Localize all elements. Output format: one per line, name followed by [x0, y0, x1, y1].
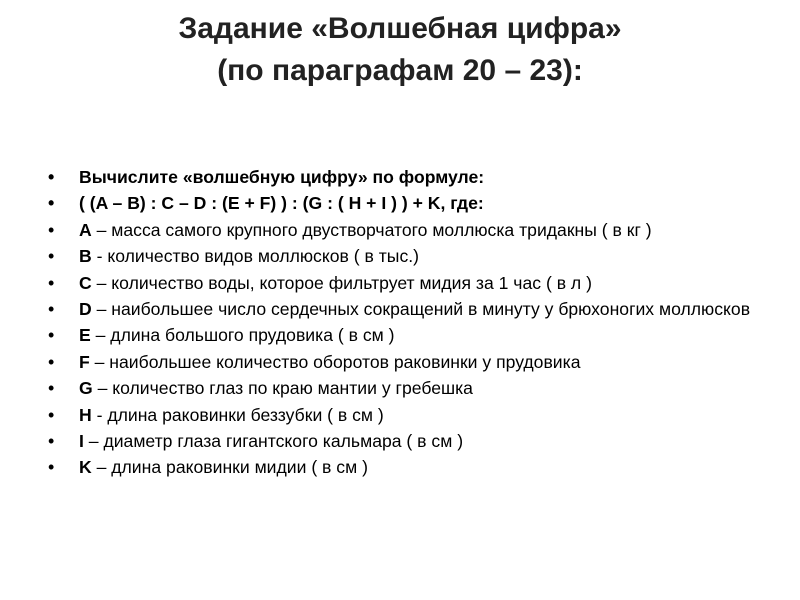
- definition-text: - количество видов моллюсков ( в тыс.): [91, 246, 419, 267]
- variable-letter: H: [79, 404, 92, 425]
- definition-text: – количество воды, которое фильтрует мидия за 1 час ( в л ): [91, 272, 592, 293]
- title-line-2: (по параграфам 20 – 23):: [217, 54, 583, 87]
- definition-text: – масса самого крупного двустворчатого моллюска тридакны ( в кг ): [91, 219, 652, 240]
- variable-letter: K: [79, 457, 92, 478]
- variable-letter: E: [79, 325, 91, 346]
- definition-text: – наибольшее число сердечных сокращений в минуту у брюхоногих моллюсков: [91, 298, 751, 319]
- definition-item-k: [48, 456, 768, 478]
- definition-text: – диаметр глаза гигантского кальмара ( в см ): [83, 430, 464, 451]
- variable-letter: I: [79, 430, 84, 451]
- variable-letter: G: [79, 378, 93, 399]
- variable-letter: B: [79, 246, 92, 267]
- variable-letter: D: [79, 298, 92, 319]
- definition-text: – наибольшее количество оборотов раковинки у прудовика: [89, 351, 581, 372]
- definition-item-g: [48, 377, 768, 399]
- formula-item: • ( (A – B) : C – D : (E + F) ) : (G : ( H + I ) ) + K, где:: [48, 192, 768, 214]
- definition-text: – количество глаз по краю мантии у гребешка: [92, 378, 473, 399]
- title-line-1: Задание «Волшебная цифра»: [178, 12, 622, 45]
- definition-item-h: [48, 404, 768, 426]
- definition-item-f: [48, 351, 768, 373]
- definition-item-i: [48, 430, 768, 452]
- bullet-list: [48, 166, 768, 483]
- variable-letter: F: [79, 351, 90, 372]
- intro-item: • Вычислите «волшебную цифру» по формуле:: [48, 166, 768, 188]
- variable-letter: A: [79, 219, 92, 240]
- definition-text: - длина раковинки беззубки ( в см ): [91, 404, 384, 425]
- definition-item-c: [48, 272, 768, 294]
- definition-item-e: [48, 324, 768, 346]
- definition-item-a: [48, 219, 768, 241]
- definition-item-d: [48, 298, 768, 320]
- slide-title: [0, 8, 800, 92]
- definition-item-b: [48, 245, 768, 267]
- variable-letter: C: [79, 272, 92, 293]
- definition-text: – длина большого прудовика ( в см ): [90, 325, 395, 346]
- definition-text: – длина раковинки мидии ( в см ): [91, 457, 368, 478]
